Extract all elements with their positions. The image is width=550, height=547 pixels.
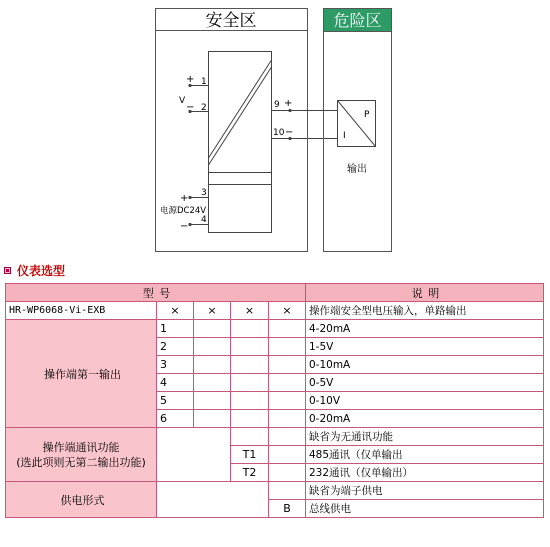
- option-code: [269, 482, 306, 500]
- output-label: 输出: [347, 164, 367, 175]
- option-code: 6: [157, 410, 194, 428]
- placeholder-mark: ×: [269, 302, 306, 320]
- selection-title: 仪表选型: [17, 263, 66, 278]
- model-code: HR-WP6068-Vi-EXB: [6, 302, 157, 320]
- header-description: 说 明: [306, 284, 544, 302]
- option-description: 232通讯（仅单输出）: [306, 464, 544, 482]
- model-row: [6, 302, 544, 320]
- svg-text:+: +: [186, 74, 195, 85]
- option-description: 485通讯（仅单输出: [306, 446, 544, 464]
- terminal-10-label: 10: [273, 128, 285, 138]
- header-model: 型 号: [6, 284, 306, 302]
- barrier-module: [209, 52, 272, 233]
- option-code: T1: [231, 446, 269, 464]
- option-code: B: [269, 500, 306, 518]
- comm-group-label: 操作端通讯功能 (选此项则无第二输出功能): [6, 428, 157, 482]
- table-row: [6, 320, 544, 338]
- option-code: [231, 428, 269, 446]
- option-description: 0-10V: [306, 392, 544, 410]
- svg-text:+: +: [180, 193, 189, 204]
- placeholder-mark: ×: [194, 302, 231, 320]
- model-selection-table: [5, 283, 544, 518]
- terminal-1-label: 1: [201, 77, 207, 87]
- option-code: 1: [157, 320, 194, 338]
- safe-zone-label: 安全区: [205, 11, 257, 31]
- selection-title-bar: [4, 263, 65, 277]
- option-description: 0-5V: [306, 374, 544, 392]
- option-code: 4: [157, 374, 194, 392]
- terminal-4-label: 4: [201, 215, 207, 225]
- table-header-row: [6, 284, 544, 302]
- wiring-diagram: [0, 0, 550, 262]
- placeholder-mark: ×: [157, 302, 194, 320]
- terminal-9-label: 9: [274, 100, 280, 110]
- output-group-label: 操作端第一输出: [6, 320, 157, 428]
- option-code: 2: [157, 338, 194, 356]
- svg-text:−: −: [180, 221, 189, 232]
- option-description: 缺省为无通讯功能: [306, 428, 544, 446]
- danger-zone-label: 危险区: [333, 11, 382, 30]
- table-row: [6, 428, 544, 446]
- option-code: 5: [157, 392, 194, 410]
- power-supply-label: 电源DC24V: [160, 206, 207, 216]
- svg-text:−: −: [285, 127, 294, 138]
- option-description: 0-20mA: [306, 410, 544, 428]
- power-group-label: 供电形式: [6, 482, 157, 518]
- voltage-input-label: V: [179, 96, 186, 106]
- model-description: 操作端安全型电压输入，单路输出: [306, 302, 544, 320]
- svg-text:−: −: [186, 102, 195, 113]
- option-description: 总线供电: [306, 500, 544, 518]
- option-code: 3: [157, 356, 194, 374]
- placeholder-mark: ×: [231, 302, 269, 320]
- terminal-2-label: 2: [201, 103, 207, 113]
- option-description: 1-5V: [306, 338, 544, 356]
- bullet-icon: [4, 267, 11, 274]
- option-code: T2: [231, 464, 269, 482]
- p-label: P: [364, 110, 370, 120]
- option-description: 缺省为端子供电: [306, 482, 544, 500]
- i-label: I: [343, 131, 346, 141]
- terminal-3-label: 3: [201, 188, 207, 198]
- option-description: 4-20mA: [306, 320, 544, 338]
- table-row: [6, 482, 544, 500]
- svg-text:+: +: [284, 98, 293, 109]
- option-description: 0-10mA: [306, 356, 544, 374]
